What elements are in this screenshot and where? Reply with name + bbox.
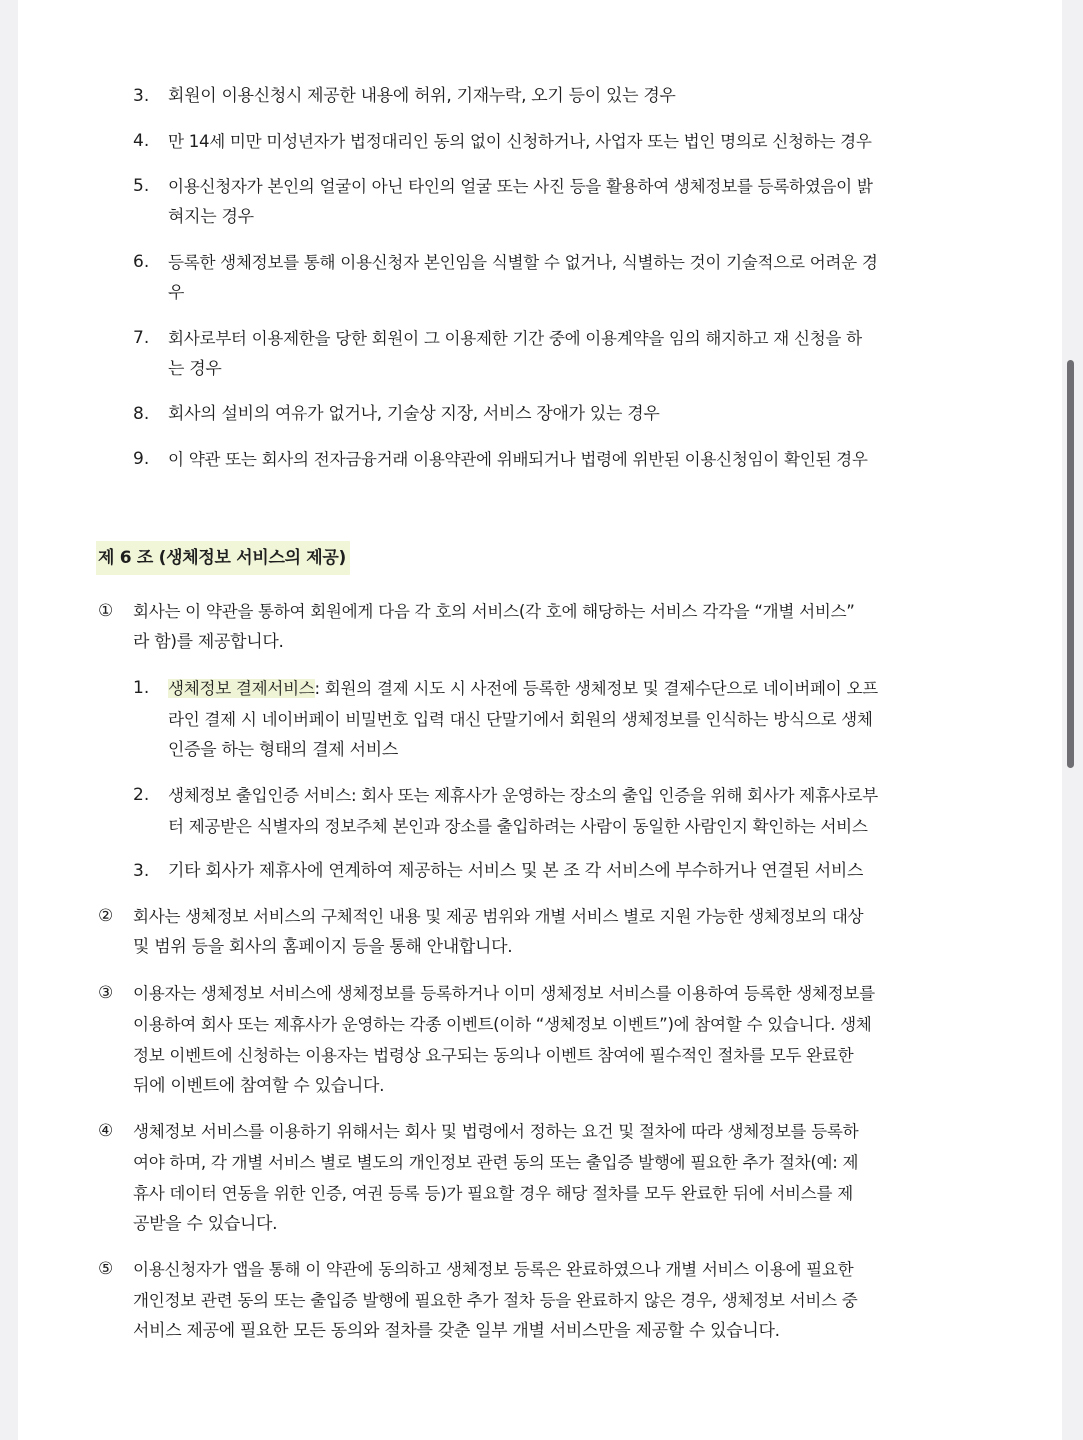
list-item-number: 5.	[133, 176, 150, 196]
clause-number: ④	[98, 1121, 114, 1141]
clause-text: 개인정보 관련 동의 또는 출입증 발행에 필요한 추가 절차 등을 완료하지 않은 경우, 생체정보 서비스 중	[133, 1291, 858, 1310]
list-item-number: 4.	[133, 131, 150, 151]
clause-text: 회사는 이 약관을 통하여 회원에게 다음 각 호의 서비스(각 호에 해당하는 서비스 각각을 “개별 서비스”	[133, 602, 855, 621]
list-item-number: 7.	[133, 328, 150, 348]
list-item-number: 3.	[133, 86, 150, 106]
clause-number: ①	[98, 601, 114, 621]
list-item-text: 는 경우	[168, 359, 222, 379]
clause-number: ③	[98, 983, 114, 1003]
article-heading: 제 6 조 (생체정보 서비스의 제공)	[96, 541, 350, 575]
clause-text: 이용신청자가 앱을 통해 이 약관에 동의하고 생체정보 등록은 완료하였으나 개별 서비스 이용에 필요한	[133, 1260, 854, 1279]
list-item-number: 8.	[133, 404, 150, 424]
sub-item-text: 라인 결제 시 네이버페이 비밀번호 입력 대신 단말기에서 회원의 생체정보를 인식하는 방식으로 생체	[168, 710, 873, 729]
list-item-text: 이 약관 또는 회사의 전자금융거래 이용약관에 위배되거나 법령에 위반된 이용신청임이 확인된 경우	[168, 450, 868, 469]
sub-item-text: 기타 회사가 제휴사에 연계하여 제공하는 서비스 및 본 조 각 서비스에 부수하거나 연결된 서비스	[168, 861, 864, 881]
clause-text: 및 범위 등을 회사의 홈페이지 등을 통해 안내합니다.	[133, 937, 513, 957]
clause-text: 정보 이벤트에 신청하는 이용자는 법령상 요구되는 동의나 이벤트 참여에 필수적인 절차를 모두 완료한	[133, 1046, 854, 1065]
list-item-text: 우	[168, 283, 185, 303]
clause-text: 이용하여 회사 또는 제휴사가 운영하는 각종 이벤트(이하 “생체정보 이벤트”)에 참여할 수 있습니다. 생체	[133, 1015, 872, 1034]
clause-text: 공받을 수 있습니다.	[133, 1214, 278, 1234]
sub-item-text: 터 제공받은 식별자의 정보주체 본인과 장소를 출입하려는 사람이 동일한 사람인지 확인하는 서비스	[168, 817, 868, 836]
list-item-text: 회사의 설비의 여유가 없거나, 기술상 지장, 서비스 장애가 있는 경우	[168, 404, 660, 424]
sub-item-number: 2.	[133, 785, 150, 805]
clause-text: 라 함)를 제공합니다.	[133, 632, 284, 652]
list-item-text: 이용신청자가 본인의 얼굴이 아닌 타인의 얼굴 또는 사진 등을 활용하여 생체정보를 등록하였음이 밝	[168, 177, 873, 196]
sub-item-text	[168, 673, 878, 704]
list-item-text: 회원이 이용신청시 제공한 내용에 허위, 기재누락, 오기 등이 있는 경우	[168, 86, 676, 106]
highlighted-term: 생체정보 결제서비스	[168, 679, 315, 698]
scrollbar-thumb[interactable]	[1067, 360, 1074, 768]
list-item-text: 혀지는 경우	[168, 207, 254, 227]
clause-text: 이용자는 생체정보 서비스에 생체정보를 등록하거나 이미 생체정보 서비스를 이용하여 등록한 생체정보를	[133, 984, 875, 1003]
sub-item-text: 인증을 하는 형태의 결제 서비스	[168, 740, 399, 760]
clause-number: ②	[98, 906, 114, 926]
list-item-text: 만 14세 미만 미성년자가 법정대리인 동의 없이 신청하거나, 사업자 또는 법인 명의로 신청하는 경우	[168, 132, 872, 151]
sub-item-number: 1.	[133, 678, 150, 698]
sub-item-number: 3.	[133, 861, 150, 881]
clause-text: 서비스 제공에 필요한 모든 동의와 절차를 갖춘 일부 개별 서비스만을 제공할 수 있습니다.	[133, 1321, 780, 1341]
clause-text: 회사는 생체정보 서비스의 구체적인 내용 및 제공 범위와 개별 서비스 별로 지원 가능한 생체정보의 대상	[133, 907, 864, 926]
sub-item-text: 생체정보 출입인증 서비스: 회사 또는 제휴사가 운영하는 장소의 출입 인증을 위해 회사가 제휴사로부	[168, 786, 878, 805]
clause-number: ⑤	[98, 1259, 114, 1279]
sub-item-text-rest: : 회원의 결제 시도 시 사전에 등록한 생체정보 및 결제수단으로 네이버페이 오프	[314, 679, 878, 698]
list-item-number: 6.	[133, 252, 150, 272]
clause-text: 뒤에 이벤트에 참여할 수 있습니다.	[133, 1076, 385, 1096]
list-item-text: 등록한 생체정보를 통해 이용신청자 본인임을 식별할 수 없거나, 식별하는 것이 기술적으로 어려운 경	[168, 253, 878, 272]
clause-text: 휴사 데이터 연동을 위한 인증, 여권 등록 등)가 필요할 경우 해당 절차를 모두 완료한 뒤에 서비스를 제	[133, 1184, 853, 1203]
clause-text: 생체정보 서비스를 이용하기 위해서는 회사 및 법령에서 정하는 요건 및 절차에 따라 생체정보를 등록하	[133, 1122, 859, 1141]
list-item-text: 회사로부터 이용제한을 당한 회원이 그 이용제한 기간 중에 이용계약을 임의 해지하고 재 신청을 하	[168, 329, 862, 348]
clause-text: 여야 하며, 각 개별 서비스 별로 별도의 개인정보 관련 동의 또는 출입증 발행에 필요한 추가 절차(예: 제	[133, 1153, 859, 1172]
list-item-number: 9.	[133, 449, 150, 469]
